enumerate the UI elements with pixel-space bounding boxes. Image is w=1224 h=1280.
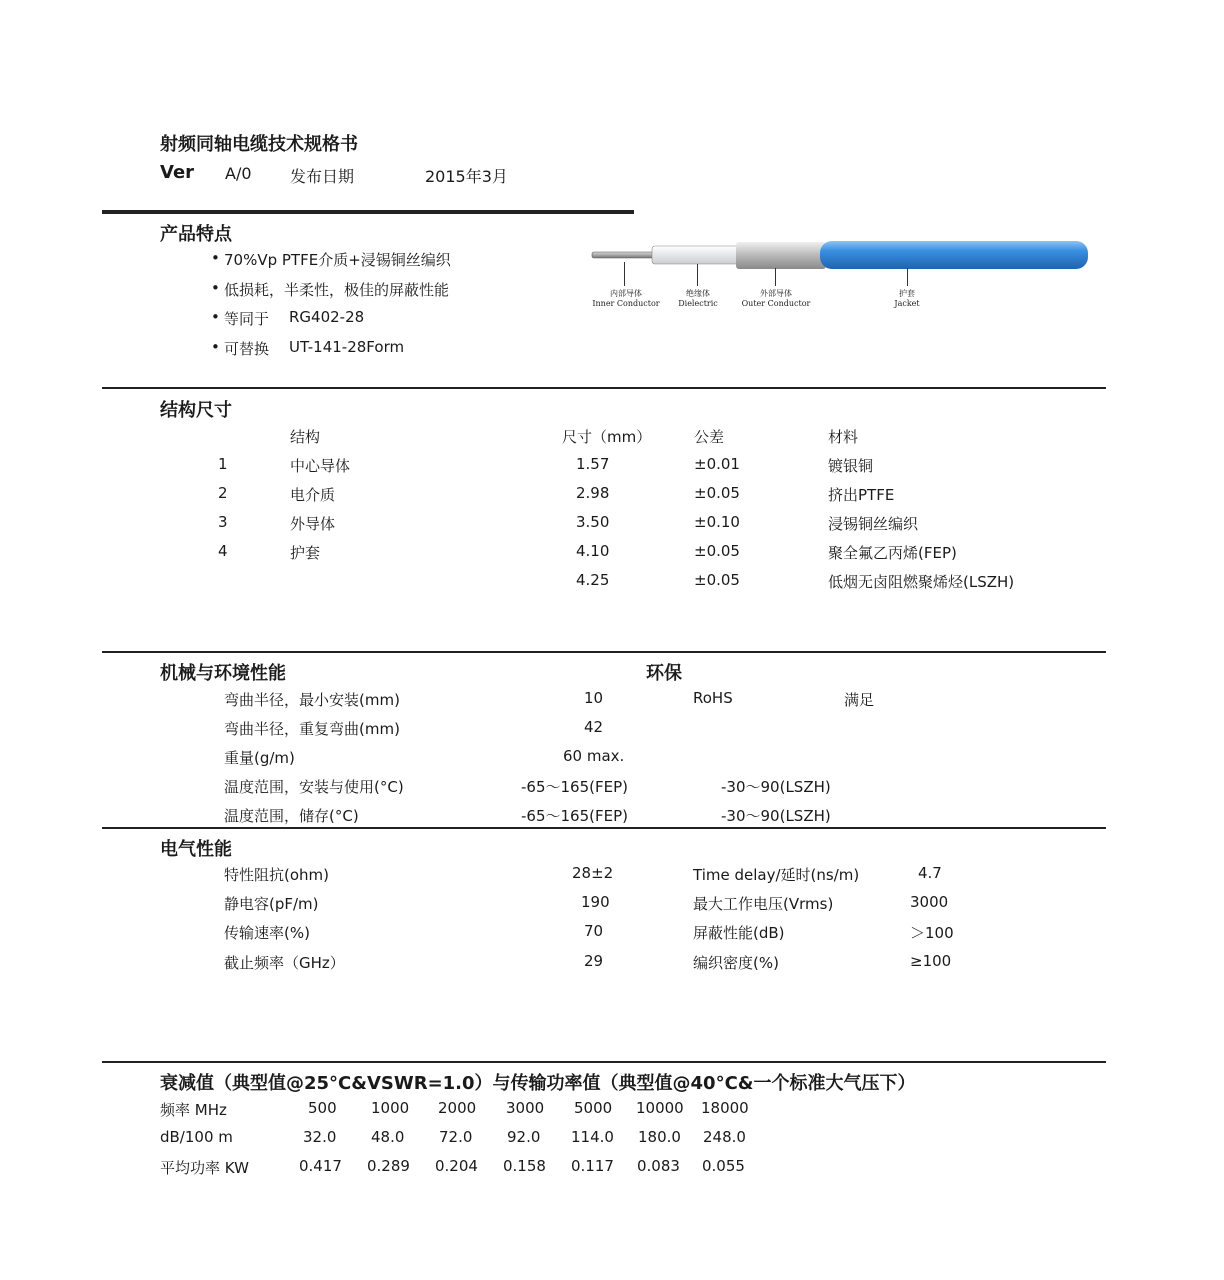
attenuation-value: 72.0	[439, 1128, 473, 1146]
structure-size: 3.50	[576, 513, 610, 531]
document-title: 射频同轴电缆技术规格书	[160, 134, 358, 155]
property-label: 最大工作电压(Vrms)	[693, 895, 834, 913]
property-label: 特性阻抗(ohm)	[224, 866, 330, 884]
property-label: 重量(g/m)	[224, 749, 295, 767]
dielectric-layer	[652, 246, 742, 264]
property-value: ≥100	[910, 952, 952, 970]
power-value: 0.083	[637, 1157, 680, 1175]
rohs-label: RoHS	[693, 689, 733, 707]
version-label: Ver	[160, 162, 195, 183]
property-label: 温度范围，储存(°C)	[224, 807, 359, 825]
structure-tolerance: ±0.05	[694, 484, 740, 502]
structure-material: 浸锡铜丝编织	[828, 515, 919, 533]
header-rule	[102, 210, 634, 214]
label-jacket: 护套 Jacket	[894, 289, 920, 308]
section-rule	[102, 387, 1106, 389]
property-label: 温度范围，安装与使用(°C)	[224, 778, 404, 796]
power-value: 0.289	[367, 1157, 410, 1175]
row-label-power: 平均功率 KW	[160, 1159, 249, 1177]
structure-size: 1.57	[576, 455, 610, 473]
feature-item: • 70%Vp PTFE介质+浸锡铜丝编织	[224, 249, 451, 270]
row-number: 4	[218, 542, 228, 560]
release-date-label: 发布日期	[290, 167, 355, 186]
property-label: 弯曲半径，重复弯曲(mm)	[224, 720, 400, 738]
structure-name: 外导体	[290, 515, 336, 533]
electrical-heading: 电气性能	[160, 839, 232, 860]
feature-item-value: UT-141-28Form	[289, 338, 405, 356]
attenuation-value: 48.0	[371, 1128, 405, 1146]
row-label-frequency: 频率 MHz	[160, 1101, 227, 1119]
frequency-value: 1000	[371, 1099, 410, 1117]
label-dielectric: 绝缘体 Dielectric	[678, 289, 718, 308]
property-value: 190	[581, 893, 610, 911]
pointer-line	[624, 262, 625, 286]
pointer-line	[907, 268, 908, 286]
property-value: 10	[584, 689, 604, 707]
structure-material: 聚全氟乙丙烯(FEP)	[828, 544, 957, 562]
cable-cross-section-diagram	[588, 236, 1094, 276]
frequency-value: 5000	[574, 1099, 613, 1117]
structure-size: 4.10	[576, 542, 610, 560]
property-label: Time delay/延时(ns/m)	[693, 866, 860, 884]
power-value: 0.117	[571, 1157, 614, 1175]
row-number: 3	[218, 513, 228, 531]
power-value: 0.417	[299, 1157, 342, 1175]
environmental-heading: 环保	[646, 663, 682, 684]
property-value-lszh: -30～90(LSZH)	[721, 778, 831, 796]
structure-name: 电介质	[290, 486, 336, 504]
mechanical-heading: 机械与环境性能	[160, 663, 286, 684]
structure-name: 中心导体	[290, 457, 351, 475]
structure-heading: 结构尺寸	[160, 400, 232, 421]
structure-col-header-size: 尺寸（mm）	[562, 428, 652, 446]
property-value-lszh: -30～90(LSZH)	[721, 807, 831, 825]
section-rule	[102, 1061, 1106, 1063]
feature-item-value: RG402-28	[289, 308, 365, 326]
property-value: 4.7	[918, 864, 942, 882]
property-value: 70	[584, 922, 604, 940]
structure-size: 2.98	[576, 484, 610, 502]
property-value: 28±2	[572, 864, 614, 882]
version-value: A/0	[225, 164, 252, 183]
row-number: 1	[218, 455, 228, 473]
structure-col-header-name: 结构	[290, 428, 321, 446]
outer-conductor-braid	[736, 242, 826, 269]
structure-tolerance: ±0.05	[694, 542, 740, 560]
structure-col-header-material: 材料	[828, 428, 859, 446]
features-heading: 产品特点	[160, 224, 232, 245]
structure-tolerance: ±0.01	[694, 455, 740, 473]
section-rule	[102, 827, 1106, 829]
attenuation-value: 92.0	[507, 1128, 541, 1146]
label-outer-conductor: 外部导体 Outer Conductor	[741, 289, 811, 308]
inner-conductor	[592, 252, 662, 258]
structure-material: 挤出PTFE	[828, 486, 895, 504]
frequency-value: 18000	[701, 1099, 749, 1117]
structure-size: 4.25	[576, 571, 610, 589]
property-value: 29	[584, 952, 604, 970]
row-label-attenuation: dB/100 m	[160, 1128, 233, 1146]
property-label: 屏蔽性能(dB)	[693, 924, 785, 942]
jacket-layer	[820, 241, 1088, 269]
attenuation-heading: 衰减值（典型值@25°C&VSWR=1.0）与传输功率值（典型值@40°C&一个标准大气压下）	[160, 1073, 916, 1094]
property-label: 传输速率(%)	[224, 924, 310, 942]
structure-tolerance: ±0.10	[694, 513, 740, 531]
structure-name: 护套	[290, 544, 321, 562]
frequency-value: 2000	[438, 1099, 477, 1117]
rohs-value: 满足	[844, 691, 875, 709]
pointer-line	[775, 268, 776, 286]
property-value: -65～165(FEP)	[521, 778, 628, 796]
label-inner-conductor: 内部导体 Inner Conductor	[592, 289, 660, 308]
property-value: 3000	[910, 893, 949, 911]
attenuation-value: 180.0	[638, 1128, 681, 1146]
feature-item: • 可替换	[224, 338, 269, 359]
section-rule	[102, 651, 1106, 653]
frequency-value: 10000	[636, 1099, 684, 1117]
property-value: 42	[584, 718, 604, 736]
structure-material: 低烟无卤阻燃聚烯烃(LSZH)	[828, 573, 1015, 591]
frequency-value: 500	[308, 1099, 337, 1117]
feature-item: • 等同于	[224, 308, 269, 329]
attenuation-value: 32.0	[303, 1128, 337, 1146]
structure-col-header-tolerance: 公差	[694, 428, 725, 446]
property-value: -65～165(FEP)	[521, 807, 628, 825]
feature-item: • 低损耗，半柔性，极佳的屏蔽性能	[224, 279, 449, 300]
attenuation-value: 248.0	[703, 1128, 746, 1146]
structure-material: 镀银铜	[828, 457, 874, 475]
power-value: 0.204	[435, 1157, 478, 1175]
pointer-line	[697, 264, 698, 286]
property-label: 静电容(pF/m)	[224, 895, 319, 913]
frequency-value: 3000	[506, 1099, 545, 1117]
property-label: 编织密度(%)	[693, 954, 779, 972]
property-label: 弯曲半径，最小安装(mm)	[224, 691, 400, 709]
power-value: 0.158	[503, 1157, 546, 1175]
structure-tolerance: ±0.05	[694, 571, 740, 589]
row-number: 2	[218, 484, 228, 502]
power-value: 0.055	[702, 1157, 745, 1175]
property-value: 60 max.	[563, 747, 625, 765]
property-label: 截止频率（GHz）	[224, 954, 345, 972]
attenuation-value: 114.0	[571, 1128, 614, 1146]
property-value: ＞100	[910, 924, 954, 942]
release-date-value: 2015年3月	[425, 167, 508, 186]
